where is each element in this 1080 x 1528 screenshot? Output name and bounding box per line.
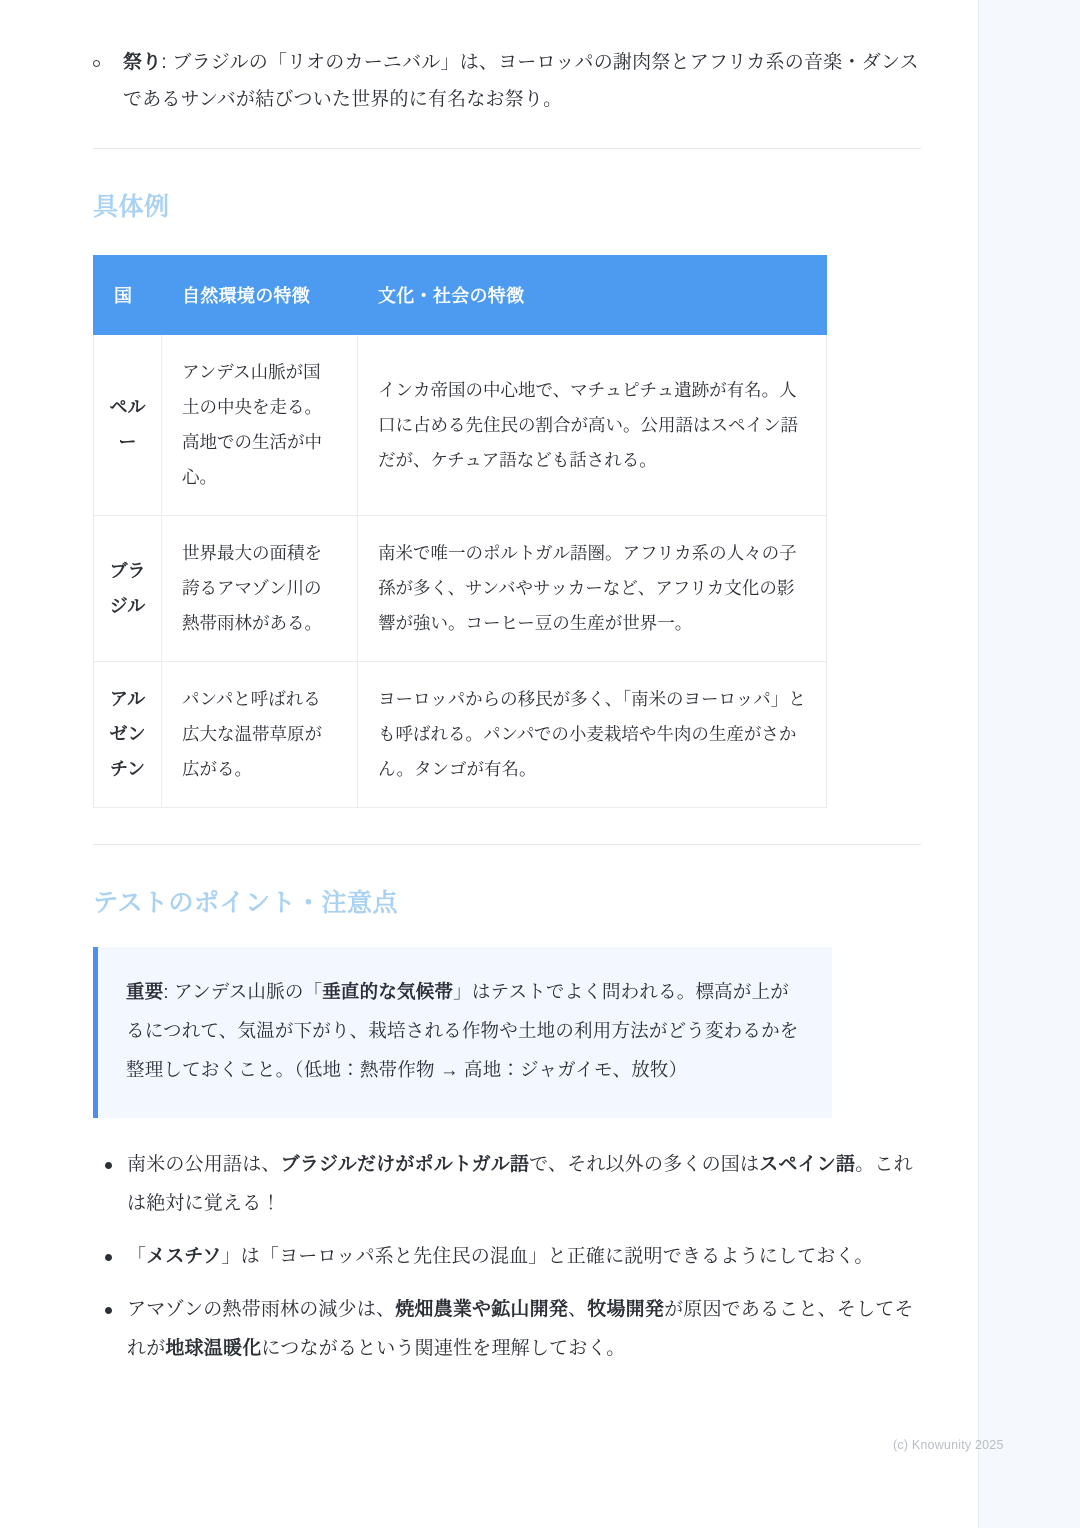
festival-separator: :	[161, 52, 173, 73]
table-row	[94, 662, 827, 808]
table-cell-nature: アンデス山脈が国土の中央を走る。高地での生活が中心。	[162, 335, 358, 516]
point-text: 」は「ヨーロッパ系と先住民の混血」と正確に説明できるようにしておく。	[221, 1245, 874, 1267]
point-text: 、	[568, 1298, 588, 1320]
list-item	[127, 1146, 921, 1224]
point-text: 「	[127, 1245, 147, 1267]
table-header-row	[94, 256, 827, 335]
table-cell-culture: ヨーロッパからの移民が多く、「南米のヨーロッパ」とも呼ばれる。パンパでの小麦栽培や牛肉の生産がさかん。タンゴが有名。	[358, 662, 827, 808]
festival-bullet-text	[123, 44, 921, 118]
callout-label: 重要	[126, 981, 164, 1003]
divider-top	[93, 148, 921, 149]
callout-emphasis: 垂直的な気候帯	[322, 981, 454, 1003]
important-callout	[93, 947, 832, 1118]
divider-bottom	[93, 844, 921, 845]
point-text: 南米の公用語は、	[127, 1153, 281, 1175]
table-header-country: 国	[94, 256, 162, 335]
table-row	[94, 516, 827, 662]
key-points-list	[93, 1146, 921, 1369]
table-header-nature: 自然環境の特徴	[162, 256, 358, 335]
callout-separator: :	[163, 981, 175, 1003]
document-content	[93, 0, 921, 1383]
copyright-watermark: (c) Knowunity 2025	[893, 1438, 1004, 1452]
examples-table	[93, 255, 827, 808]
point-bold: 焼畑農業や鉱山開発	[395, 1298, 569, 1320]
table-cell-nature: 世界最大の面積を誇るアマゾン川の熱帯雨林がある。	[162, 516, 358, 662]
table-cell-culture: インカ帝国の中心地で、マチュピチュ遺跡が有名。人口に占める先住民の割合が高い。公用語はスペイン語だが、ケチュア語なども話される。	[358, 335, 827, 516]
point-bold: スペイン語	[759, 1153, 856, 1175]
callout-part2: 」はテストでよく問われる。標高が上がるにつれて、気温が下がり、栽培される作物や土地の利用方法がどう変わるかを整理しておくこと。（低地：熱帯作物 → 高地：ジャガイモ、放牧）	[126, 981, 799, 1081]
point-text: 。これは絶対に覚える！	[127, 1153, 913, 1214]
table-cell-country: アルゼンチン	[94, 662, 162, 808]
point-text: が原因であること、そしてそれが	[127, 1298, 914, 1359]
table-header-culture: 文化・社会の特徴	[358, 256, 827, 335]
festival-body: ブラジルの「リオのカーニバル」は、ヨーロッパの謝肉祭とアフリカ系の音楽・ダンスであるサンバが結びついた世界的に有名なお祭り。	[123, 52, 919, 111]
point-bold: ブラジルだけがポルトガル語	[280, 1153, 530, 1175]
list-item	[127, 1291, 921, 1369]
table-cell-culture: 南米で唯一のポルトガル語圏。アフリカ系の人々の子孫が多く、サンバやサッカーなど、アフリカ文化の影響が強い。コーヒー豆の生産が世界一。	[358, 516, 827, 662]
table-cell-country: ブラジル	[94, 516, 162, 662]
section-heading-examples: 具体例	[93, 193, 170, 222]
point-text: につながるという関連性を理解しておく。	[261, 1337, 626, 1359]
point-bold: 牧場開発	[587, 1298, 665, 1320]
table-cell-nature: パンパと呼ばれる広大な温帯草原が広がる。	[162, 662, 358, 808]
section-heading-test-points: テストのポイント・注意点	[93, 889, 399, 918]
point-text: アマゾンの熱帯雨林の減少は、	[127, 1298, 396, 1320]
festival-bullet	[93, 0, 921, 118]
point-bold: メスチソ	[146, 1245, 222, 1267]
point-bold: 地球温暖化	[165, 1337, 262, 1359]
point-text: で、それ以外の多くの国は	[529, 1153, 760, 1175]
table-cell-country: ペルー	[94, 335, 162, 516]
callout-text	[126, 973, 804, 1090]
festival-label: 祭り	[123, 52, 162, 73]
list-item	[127, 1238, 921, 1277]
circle-bullet-icon	[93, 44, 123, 70]
page-right-rail	[978, 0, 1080, 1528]
table-row	[94, 335, 827, 516]
callout-part1: アンデス山脈の「	[174, 981, 323, 1003]
